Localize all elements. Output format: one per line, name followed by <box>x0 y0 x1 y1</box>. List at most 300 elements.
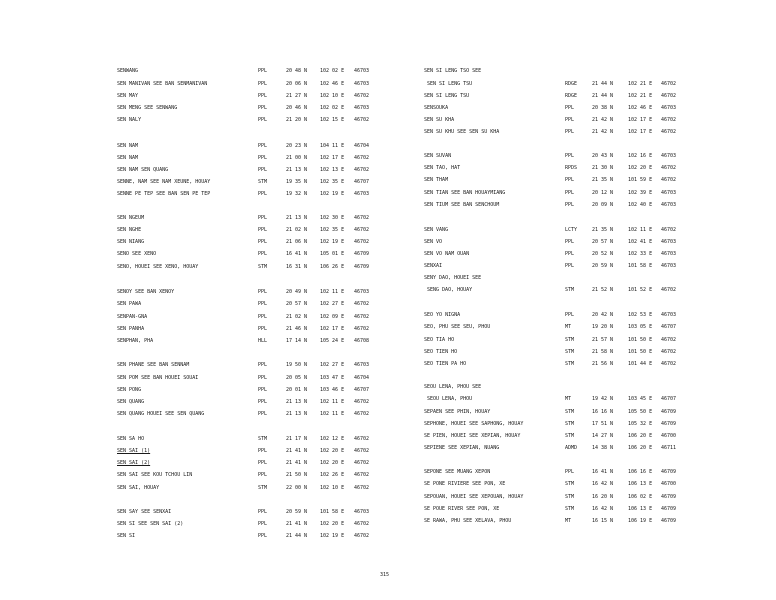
entry-type: PPL <box>565 263 575 269</box>
entry-name: SEN QUANG HOUEI SEE SEN QUANG <box>117 411 205 417</box>
entry-name: SEN THAM <box>424 177 449 183</box>
entry-code: 46700 <box>661 433 677 439</box>
entry-type: STM <box>258 179 268 185</box>
entry-name: SEN PAWA <box>117 301 142 307</box>
entry-name: SEN NAM <box>117 143 139 149</box>
entry-type: PPL <box>258 387 268 393</box>
entry-code: 46702 <box>354 314 370 320</box>
entry-name: SENPHAN, PHA <box>117 338 154 344</box>
entry-type: PPL <box>258 472 268 478</box>
entry-lon: 101 58 E <box>628 263 653 269</box>
entry-lat: 19 42 N <box>592 396 614 402</box>
entry-type: STM <box>565 481 575 487</box>
entry-name: SEN NALY <box>117 117 142 123</box>
entry-type: PPL <box>258 191 268 197</box>
entry-lat: 16 42 N <box>592 481 614 487</box>
entry-type: PPL <box>565 153 575 159</box>
entry-lon: 102 17 E <box>628 129 653 135</box>
entry-code: 46703 <box>661 312 677 318</box>
entry-code: 46702 <box>354 93 370 99</box>
entry-code: 46709 <box>661 421 677 427</box>
entry-lat: 19 50 N <box>286 362 308 368</box>
entry-type: PPL <box>258 521 268 527</box>
entry-code: 46702 <box>661 287 677 293</box>
entry-code: 46702 <box>354 155 370 161</box>
entry-lat: 14 27 N <box>592 433 614 439</box>
entry-lat: 16 16 N <box>592 409 614 415</box>
entry-name: SE RAWA, PHU SEE XELAVA, PHOU <box>424 518 512 524</box>
entry-lon: 102 21 E <box>628 81 653 87</box>
entry-lon: 102 10 E <box>320 485 345 491</box>
entry-code: 46707 <box>661 396 677 402</box>
entry-lat: 20 52 N <box>592 251 614 257</box>
entry-lat: 21 02 N <box>286 314 308 320</box>
entry-lat: 21 27 N <box>286 93 308 99</box>
entry-lon: 101 44 E <box>628 361 653 367</box>
entry-lon: 105 24 E <box>320 338 345 344</box>
entry-code: 46702 <box>661 177 677 183</box>
entry-lat: 21 13 N <box>286 167 308 173</box>
entry-lon: 102 11 E <box>320 399 345 405</box>
entry-lon: 102 17 E <box>628 117 653 123</box>
entry-name: SEN SI LENG TSU <box>424 93 470 99</box>
entry-code: 46702 <box>354 436 370 442</box>
entry-code: 46702 <box>354 533 370 539</box>
entry-type: ADMD <box>565 445 578 451</box>
entry-code: 46702 <box>661 129 677 135</box>
entry-lat: 20 38 N <box>592 105 614 111</box>
entry-code: 46702 <box>354 326 370 332</box>
entry-name: SEN SAI, HOUAY <box>117 485 160 491</box>
entry-name: SEN SI <box>117 533 136 539</box>
entry-name: SENO, HOUEI SEE XENO, HOUAY <box>117 264 199 270</box>
entry-code: 46702 <box>354 227 370 233</box>
entry-name: SEN PHANE SEE BAN SENNAM <box>117 362 190 368</box>
entry-code: 46702 <box>354 117 370 123</box>
entry-code: 46703 <box>354 68 370 74</box>
entry-lat: 20 48 N <box>286 68 308 74</box>
entry-lat: 20 57 N <box>286 301 308 307</box>
entry-type: PPL <box>258 289 268 295</box>
entry-lat: 21 42 N <box>592 117 614 123</box>
entry-type: PPL <box>565 202 575 208</box>
entry-type: PPL <box>565 117 575 123</box>
entry-name: SE PONE RIVIERE SEE PON, XE <box>424 481 506 487</box>
entry-code: 46708 <box>354 338 370 344</box>
entry-lon: 102 26 E <box>320 472 345 478</box>
entry-type: PPL <box>565 251 575 257</box>
entry-code: 46703 <box>661 190 677 196</box>
entry-name: SEN SI LENG TSU <box>427 81 473 87</box>
entry-name: SEOU LENA, PHOU SEE <box>424 384 482 390</box>
entry-name: SEPAEN SEE PHIN, HOUAY <box>424 409 491 415</box>
entry-name: SEO TIEN PA HO <box>424 361 467 367</box>
entry-name: SEO YO NIGNA <box>424 312 461 318</box>
entry-lat: 16 31 N <box>286 264 308 270</box>
entry-type: STM <box>258 436 268 442</box>
entry-lon: 106 13 E <box>628 481 653 487</box>
entry-type: PPL <box>258 105 268 111</box>
entry-lon: 106 20 E <box>628 433 653 439</box>
entry-name: SENO SEE XENO <box>117 251 157 257</box>
entry-code: 46702 <box>354 215 370 221</box>
entry-lat: 19 20 N <box>592 324 614 330</box>
entry-type: PPL <box>258 215 268 221</box>
entry-lon: 103 47 E <box>320 375 345 381</box>
entry-type: STM <box>565 361 575 367</box>
entry-type: RDGE <box>565 81 578 87</box>
entry-lat: 21 41 N <box>286 448 308 454</box>
entry-code: 46709 <box>354 264 370 270</box>
entry-lon: 106 20 E <box>628 445 653 451</box>
entry-type: PPL <box>258 533 268 539</box>
entry-lon: 102 19 E <box>320 239 345 245</box>
entry-name: SEN SAI (2) <box>117 460 151 466</box>
entry-name: SEN VO NAM OUAN <box>424 251 470 257</box>
entry-code: 46703 <box>354 191 370 197</box>
entry-code: 46703 <box>661 251 677 257</box>
entry-code: 46703 <box>661 202 677 208</box>
entry-type: STM <box>565 409 575 415</box>
entry-lon: 102 17 E <box>320 326 345 332</box>
entry-lat: 21 30 N <box>592 165 614 171</box>
entry-lat: 17 51 N <box>592 421 614 427</box>
entry-name: SEPHONE, HOUEI SEE SAPHONG, HOUAY <box>424 421 524 427</box>
entry-name: SEN TAO, HAT <box>424 165 461 171</box>
entry-lon: 102 46 E <box>320 81 345 87</box>
entry-name: SEN NIANG <box>117 239 145 245</box>
entry-lat: 20 46 N <box>286 105 308 111</box>
entry-code: 46711 <box>661 445 677 451</box>
entry-lon: 102 27 E <box>320 362 345 368</box>
entry-lat: 14 38 N <box>592 445 614 451</box>
entry-lon: 102 39 E <box>628 190 653 196</box>
entry-code: 46702 <box>661 81 677 87</box>
entry-code: 46703 <box>661 263 677 269</box>
entry-name: SEOU LENA, PHOU <box>427 396 473 402</box>
entry-lon: 103 46 E <box>320 387 345 393</box>
entry-name: SEN VANG <box>424 227 449 233</box>
entry-lat: 21 20 N <box>286 117 308 123</box>
entry-lon: 102 09 E <box>320 314 345 320</box>
entry-name: SEPONE SEE MUANG XEPON <box>424 469 491 475</box>
entry-lat: 21 13 N <box>286 215 308 221</box>
entry-lon: 103 05 E <box>628 324 653 330</box>
entry-type: STM <box>565 337 575 343</box>
entry-lat: 21 17 N <box>286 436 308 442</box>
entry-name: SEN MAY <box>117 93 139 99</box>
entry-name: SEN NGHE <box>117 227 142 233</box>
entry-lon: 101 52 E <box>628 287 653 293</box>
entry-type: PPL <box>565 105 575 111</box>
entry-lat: 20 23 N <box>286 143 308 149</box>
entry-type: MT <box>565 518 572 524</box>
entry-type: PPL <box>565 190 575 196</box>
entry-code: 46707 <box>354 387 370 393</box>
entry-name: SEN NAM SEN QUANG <box>117 167 169 173</box>
entry-lon: 102 10 E <box>320 93 345 99</box>
entry-lat: 17 14 N <box>286 338 308 344</box>
entry-name: SENNE PE TEP SEE BAN SEN PE TEP <box>117 191 211 197</box>
entry-type: PPL <box>258 314 268 320</box>
entry-lat: 21 44 N <box>286 533 308 539</box>
entry-code: 46709 <box>661 518 677 524</box>
entry-lat: 19 35 N <box>286 179 308 185</box>
page-number: 315 <box>380 572 390 578</box>
entry-lon: 102 30 E <box>320 215 345 221</box>
entry-lat: 20 42 N <box>592 312 614 318</box>
entry-code: 46702 <box>354 460 370 466</box>
entry-code: 46702 <box>354 399 370 405</box>
entry-type: PPL <box>258 81 268 87</box>
entry-lon: 102 35 E <box>320 179 345 185</box>
entry-code: 46703 <box>661 105 677 111</box>
entry-lon: 105 50 E <box>628 409 653 415</box>
entry-type: PPL <box>258 117 268 123</box>
entry-code: 46702 <box>661 227 677 233</box>
entry-code: 46703 <box>354 81 370 87</box>
entry-code: 46702 <box>354 472 370 478</box>
entry-code: 46704 <box>354 143 370 149</box>
entry-code: 46702 <box>661 361 677 367</box>
entry-code: 46702 <box>354 167 370 173</box>
entry-lat: 21 00 N <box>286 155 308 161</box>
entry-code: 46702 <box>661 349 677 355</box>
entry-lat: 20 43 N <box>592 153 614 159</box>
entry-type: LCTY <box>565 227 578 233</box>
entry-type: PPL <box>565 312 575 318</box>
entry-code: 46703 <box>354 105 370 111</box>
entry-code: 46703 <box>661 239 677 245</box>
entry-lat: 20 59 N <box>592 263 614 269</box>
entry-code: 46702 <box>661 337 677 343</box>
entry-code: 46707 <box>354 179 370 185</box>
entry-lat: 20 01 N <box>286 387 308 393</box>
entry-code: 46702 <box>354 521 370 527</box>
entry-name: SE POUE RIVER SEE PON, XE <box>424 506 500 512</box>
entry-type: PPL <box>258 93 268 99</box>
entry-name: SE PIEN, HOUEI SEE XEPIAN, HOUAY <box>424 433 521 439</box>
entry-name: SENPAN-GNA <box>117 314 148 320</box>
entry-name: SENOY SEE BAN XENOY <box>117 289 175 295</box>
entry-name: SEN SU KHA <box>424 117 455 123</box>
entry-lon: 102 21 E <box>628 93 653 99</box>
entry-name: SEN TIAN SEE BAN HOUAYMIANG <box>424 190 506 196</box>
entry-lon: 102 19 E <box>320 533 345 539</box>
entry-lon: 102 02 E <box>320 68 345 74</box>
entry-code: 46702 <box>354 485 370 491</box>
entry-lat: 16 42 N <box>592 506 614 512</box>
entry-type: MT <box>565 324 572 330</box>
entry-name: SENY DAO, HOUEI SEE <box>424 275 482 281</box>
entry-lon: 102 20 E <box>320 521 345 527</box>
entry-lat: 21 41 N <box>286 521 308 527</box>
entry-code: 46702 <box>661 93 677 99</box>
entry-lon: 102 17 E <box>320 155 345 161</box>
entry-type: PPL <box>565 177 575 183</box>
entry-code: 46702 <box>661 165 677 171</box>
entry-name: SEN PONG <box>117 387 142 393</box>
entry-lon: 106 13 E <box>628 506 653 512</box>
entry-name: SEO, PHU SEE SEU, PHOU <box>424 324 491 330</box>
entry-code: 46702 <box>354 448 370 454</box>
entry-lat: 20 49 N <box>286 289 308 295</box>
entry-lon: 102 15 E <box>320 117 345 123</box>
entry-type: RDGE <box>565 93 578 99</box>
entry-lon: 106 19 E <box>628 518 653 524</box>
entry-lat: 20 09 N <box>592 202 614 208</box>
entry-type: HLL <box>258 338 268 344</box>
entry-lon: 102 20 E <box>320 448 345 454</box>
entry-type: PPL <box>258 460 268 466</box>
entry-code: 46709 <box>661 469 677 475</box>
entry-lat: 21 44 N <box>592 93 614 99</box>
entry-code: 46704 <box>354 375 370 381</box>
entry-code: 46703 <box>354 289 370 295</box>
entry-lat: 21 13 N <box>286 399 308 405</box>
entry-name: SEN TIUM SEE BAN SENCHOUM <box>424 202 500 208</box>
entry-code: 46702 <box>354 411 370 417</box>
entry-code: 46702 <box>354 301 370 307</box>
entry-code: 46700 <box>661 481 677 487</box>
entry-lat: 21 44 N <box>592 81 614 87</box>
entry-name: SEN POM SEE BAN HOUEI SOUAI <box>117 375 199 381</box>
entry-name: SEPIENE SEE XEPIAN, NUANG <box>424 445 500 451</box>
entry-type: STM <box>565 349 575 355</box>
entry-type: RPDS <box>565 165 578 171</box>
entry-name: SEN PANHA <box>117 326 145 332</box>
entry-code: 46709 <box>661 409 677 415</box>
entry-name: SEN SA HO <box>117 436 145 442</box>
entry-type: STM <box>565 506 575 512</box>
entry-type: MT <box>565 396 572 402</box>
entry-lon: 104 11 E <box>320 143 345 149</box>
entry-lon: 101 50 E <box>628 337 653 343</box>
entry-lat: 20 12 N <box>592 190 614 196</box>
entry-lon: 102 46 E <box>628 105 653 111</box>
entry-type: PPL <box>565 129 575 135</box>
entry-type: PPL <box>258 227 268 233</box>
entry-lat: 21 46 N <box>286 326 308 332</box>
entry-name: SEN MANIVAN SEE BAN SENMANIVAN <box>117 81 208 87</box>
entry-lon: 102 53 E <box>628 312 653 318</box>
entry-lat: 21 02 N <box>286 227 308 233</box>
entry-lon: 105 32 E <box>628 421 653 427</box>
entry-code: 46703 <box>354 362 370 368</box>
entry-type: PPL <box>258 155 268 161</box>
entry-name: SEN SU KHU SEE SEN SU KHA <box>424 129 500 135</box>
entry-lon: 102 11 E <box>320 411 345 417</box>
entry-type: PPL <box>258 448 268 454</box>
entry-lat: 21 35 N <box>592 227 614 233</box>
entry-lon: 106 02 E <box>628 494 653 500</box>
entry-lat: 21 57 N <box>592 337 614 343</box>
entry-lon: 101 50 E <box>628 349 653 355</box>
entry-type: STM <box>565 421 575 427</box>
entry-name: SEN SAY SEE SENXAI <box>117 509 172 515</box>
entry-type: PPL <box>565 469 575 475</box>
entry-lon: 101 59 E <box>628 177 653 183</box>
entry-lon: 102 20 E <box>628 165 653 171</box>
entry-code: 46702 <box>354 239 370 245</box>
entry-lon: 102 40 E <box>628 202 653 208</box>
entry-type: PPL <box>258 326 268 332</box>
entry-lat: 20 57 N <box>592 239 614 245</box>
entry-lat: 21 06 N <box>286 239 308 245</box>
entry-lon: 102 12 E <box>320 436 345 442</box>
entry-lat: 21 42 N <box>592 129 614 135</box>
entry-type: PPL <box>258 399 268 405</box>
entry-lat: 21 52 N <box>592 287 614 293</box>
entry-lat: 21 56 N <box>592 361 614 367</box>
entry-name: SEN SI SEE SEN SAI (2) <box>117 521 184 527</box>
entry-code: 46709 <box>661 506 677 512</box>
entry-name: SEN SI LENG TSO SEE <box>424 68 482 74</box>
entry-type: PPL <box>258 509 268 515</box>
entry-type: STM <box>565 433 575 439</box>
entry-name: SEN MENG SEE SENWANG <box>117 105 178 111</box>
entry-type: PPL <box>258 375 268 381</box>
entry-code: 46703 <box>661 153 677 159</box>
entry-code: 46709 <box>661 494 677 500</box>
entry-lon: 102 02 E <box>320 105 345 111</box>
entry-type: PPL <box>258 239 268 245</box>
entry-lat: 16 20 N <box>592 494 614 500</box>
entry-lat: 20 05 N <box>286 375 308 381</box>
entry-name: SEN NGEUM <box>117 215 145 221</box>
entry-lat: 16 15 N <box>592 518 614 524</box>
entry-name: SEN NAM <box>117 155 139 161</box>
entry-lon: 106 26 E <box>320 264 345 270</box>
entry-type: PPL <box>258 167 268 173</box>
entry-lat: 21 13 N <box>286 411 308 417</box>
entry-lon: 102 27 E <box>320 301 345 307</box>
entry-type: STM <box>565 494 575 500</box>
entry-code: 46707 <box>661 324 677 330</box>
entry-lat: 22 00 N <box>286 485 308 491</box>
entry-name: SEN SAI (1) <box>117 448 151 454</box>
entry-lat: 21 35 N <box>592 177 614 183</box>
entry-name: SEO TIEN HO <box>424 349 458 355</box>
entry-name: SEPOUAN, HOUEI SEE XEPOUAN, HOUAY <box>424 494 524 500</box>
entry-name: SEN SAI SEE KOU TCHOU LIN <box>117 472 193 478</box>
entry-lon: 102 19 E <box>320 191 345 197</box>
entry-type: PPL <box>258 68 268 74</box>
entry-lat: 20 59 N <box>286 509 308 515</box>
entry-lat: 19 32 N <box>286 191 308 197</box>
entry-lon: 102 13 E <box>320 167 345 173</box>
entry-lon: 102 11 E <box>628 227 653 233</box>
entry-lat: 20 06 N <box>286 81 308 87</box>
entry-type: PPL <box>565 239 575 245</box>
entry-lon: 102 35 E <box>320 227 345 233</box>
entry-type: PPL <box>258 301 268 307</box>
entry-lon: 102 41 E <box>628 239 653 245</box>
entry-name: SENXAI <box>424 263 443 269</box>
entry-lon: 106 16 E <box>628 469 653 475</box>
entry-type: PPL <box>258 362 268 368</box>
entry-name: SEN QUANG <box>117 399 145 405</box>
entry-lon: 105 01 E <box>320 251 345 257</box>
entry-name: SEN VO <box>424 239 443 245</box>
entry-lat: 21 50 N <box>286 472 308 478</box>
entry-lon: 102 33 E <box>628 251 653 257</box>
entry-name: SENSOUKA <box>424 105 449 111</box>
entry-name: SENWANG <box>117 68 139 74</box>
entry-type: STM <box>565 287 575 293</box>
entry-code: 46703 <box>354 509 370 515</box>
entry-lon: 102 16 E <box>628 153 653 159</box>
